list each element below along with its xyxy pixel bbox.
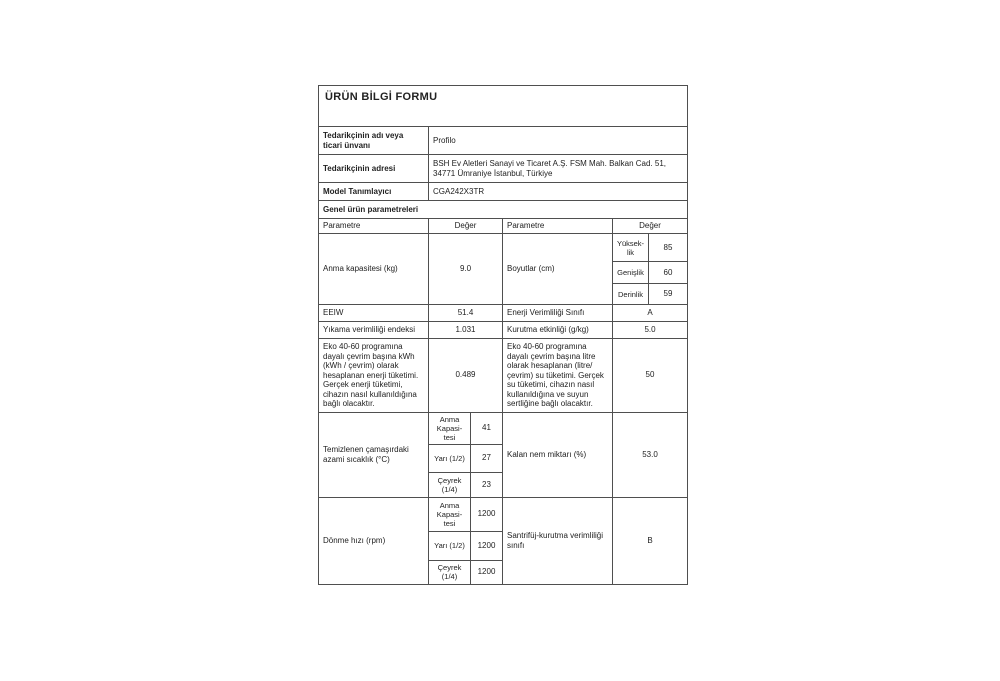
spin-speed-rated-value: 1200 xyxy=(471,497,503,531)
wash-index-label: Yıkama verimliliği endeksi xyxy=(319,322,429,339)
supplier-name-value: Profilo xyxy=(429,127,688,155)
section-header: Genel ürün parametreleri xyxy=(319,201,688,219)
supplier-name-label: Tedarikçinin adı veya ticari ünvanı xyxy=(319,127,429,155)
energy-class-label: Enerji Verimliliği Sınıfı xyxy=(503,305,613,322)
spin-speed-quarter-value: 1200 xyxy=(471,560,503,584)
product-info-table xyxy=(318,85,688,585)
max-temp-rated-value: 41 xyxy=(471,412,503,444)
eco-consumption-row xyxy=(319,339,688,413)
column-header-row xyxy=(319,219,688,234)
moisture-label: Kalan nem miktarı (%) xyxy=(503,412,613,497)
capacity-label: Anma kapasitesi (kg) xyxy=(319,234,429,305)
capacity-dimensions-row-1 xyxy=(319,234,688,262)
water-consumption-value: 50 xyxy=(613,339,688,413)
max-temp-half-value: 27 xyxy=(471,444,503,472)
supplier-address-row xyxy=(319,155,688,183)
spin-class-value: B xyxy=(613,497,688,584)
title-row xyxy=(319,86,688,127)
column-header-value-right: Değer xyxy=(613,219,688,234)
supplier-address-label: Tedarikçinin adresi xyxy=(319,155,429,183)
spin-speed-label: Dönme hızı (rpm) xyxy=(319,497,429,584)
drying-effectiveness-value: 5.0 xyxy=(613,322,688,339)
dimension-width-value: 60 xyxy=(649,262,688,284)
water-consumption-label: Eko 40-60 programına dayalı çevrim başına litre olarak hesaplanan (litre/çevrim) su tüketimi. Gerçek su tüketimi, cihazın nasıl kullanıldığına ve suyun sertliğine bağlı olacaktır. xyxy=(503,339,613,413)
supplier-address-value: BSH Ev Aletleri Sanayi ve Ticaret A.Ş. FSM Mah. Balkan Cad. 51, 34771 Ümraniye İstanbul, Türkiye xyxy=(429,155,688,183)
max-temp-row-1 xyxy=(319,412,688,444)
spin-speed-half-label: Yarı (1/2) xyxy=(429,531,471,560)
spin-speed-quarter-label: Çeyrek (1/4) xyxy=(429,560,471,584)
max-temp-label: Temizlenen çamaşırdaki azami sıcaklık (°C) xyxy=(319,412,429,497)
max-temp-rated-label: Anma Kapasi-tesi xyxy=(429,412,471,444)
column-header-value-left: Değer xyxy=(429,219,503,234)
max-temp-half-label: Yarı (1/2) xyxy=(429,444,471,472)
capacity-value: 9.0 xyxy=(429,234,503,305)
dimension-height-label: Yüksek-lik xyxy=(613,234,649,262)
dimensions-label: Boyutlar (cm) xyxy=(503,234,613,305)
column-header-param-left: Parametre xyxy=(319,219,429,234)
supplier-name-row xyxy=(319,127,688,155)
dimension-height-value: 85 xyxy=(649,234,688,262)
spin-speed-half-value: 1200 xyxy=(471,531,503,560)
spin-speed-rated-label: Anma Kapasi-tesi xyxy=(429,497,471,531)
energy-consumption-value: 0.489 xyxy=(429,339,503,413)
dimension-depth-label: Derinlik xyxy=(613,284,649,305)
model-row xyxy=(319,183,688,201)
section-header-row xyxy=(319,201,688,219)
column-header-param-right: Parametre xyxy=(503,219,613,234)
drying-effectiveness-label: Kurutma etkinliği (g/kg) xyxy=(503,322,613,339)
spin-class-label: Santrifüj-kurutma verimliliği sınıfı xyxy=(503,497,613,584)
max-temp-quarter-value: 23 xyxy=(471,472,503,497)
product-info-sheet xyxy=(318,85,688,585)
moisture-value: 53.0 xyxy=(613,412,688,497)
energy-class-value: A xyxy=(613,305,688,322)
wash-index-row xyxy=(319,322,688,339)
eeiw-label: EEIW xyxy=(319,305,429,322)
spin-speed-row-1 xyxy=(319,497,688,531)
wash-index-value: 1.031 xyxy=(429,322,503,339)
max-temp-quarter-label: Çeyrek (1/4) xyxy=(429,472,471,497)
model-value: CGA242X3TR xyxy=(429,183,688,201)
dimension-depth-value: 59 xyxy=(649,284,688,305)
page-title: ÜRÜN BİLGİ FORMU xyxy=(319,86,688,127)
model-label: Model Tanımlayıcı xyxy=(319,183,429,201)
energy-consumption-label: Eko 40-60 programına dayalı çevrim başına kWh (kWh / çevrim) olarak hesaplanan enerji tüketimi. Gerçek enerji tüketimi, cihazın nasıl kullanıldığına bağlı olacaktır. xyxy=(319,339,429,413)
dimension-width-label: Genişlik xyxy=(613,262,649,284)
eeiw-value: 51.4 xyxy=(429,305,503,322)
eeiw-row xyxy=(319,305,688,322)
